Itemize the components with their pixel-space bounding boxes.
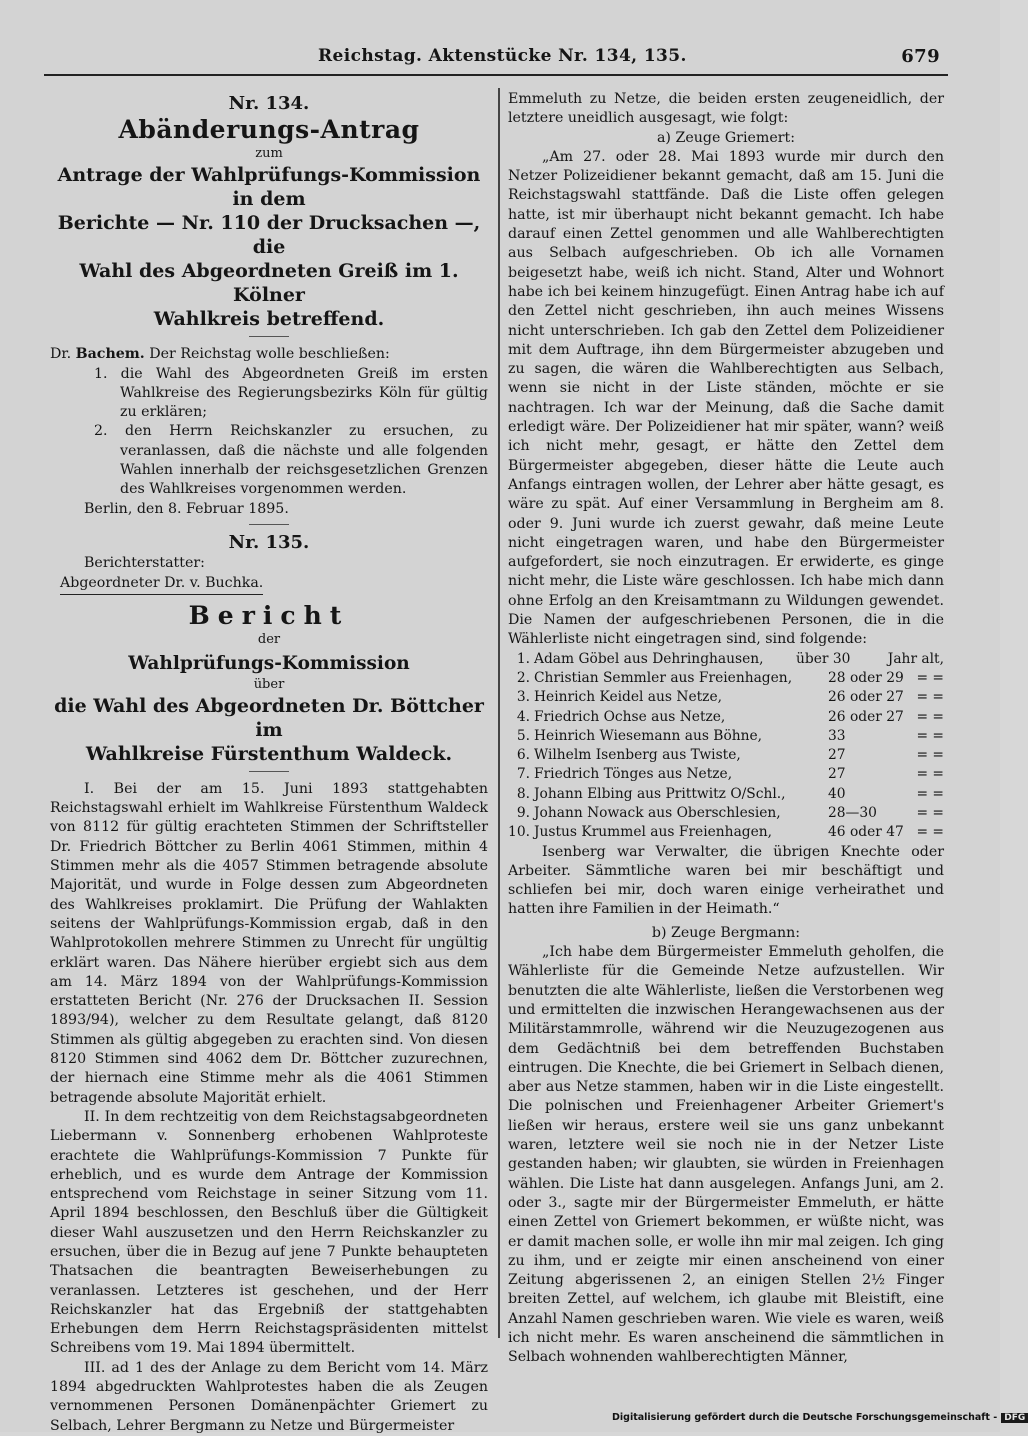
- mover-text: Der Reichstag wolle beschließen:: [149, 346, 390, 363]
- nr134-item: 1. die Wahl des Abgeordneten Greiß im ersten Wahlkreise des Regierungsbezirks Köln für gültig zu erklären;: [94, 365, 488, 421]
- nr134-item: 2. den Herrn Reichskanzler zu ersuchen, zu veranlassen, daß die nächste und alle folgenden Wahlen innerhalb der reichsgesetzlichen Grenzen des Wahlkreises vorgenommen werden.: [94, 423, 488, 498]
- list-unit: = =: [916, 785, 944, 802]
- list-item: [508, 765, 944, 784]
- list-age: 27: [828, 766, 846, 783]
- list-unit: Jahr alt,: [887, 650, 944, 667]
- list-age: 33: [828, 727, 846, 744]
- list-unit: = =: [916, 747, 944, 764]
- list-number: 10.: [508, 824, 530, 841]
- nr134-zum: zum: [255, 146, 283, 162]
- dfg-logo: DFG: [1001, 1413, 1028, 1423]
- list-number: 6.: [516, 747, 530, 764]
- nr135-commission: Wahlprüfungs-Kommission: [128, 652, 410, 674]
- list-name: Wilhelm Isenberg aus Twiste,: [534, 747, 741, 764]
- nr135-title: Bericht: [188, 600, 350, 630]
- nr134-subject-line: Wahl des Abgeordneten Greiß im 1. Kölner: [79, 260, 459, 307]
- list-age: 27: [828, 747, 846, 764]
- list-number: 1.: [516, 650, 530, 667]
- name-list: [508, 650, 944, 843]
- nr134-subject-line: Wahlkreis betreffend.: [153, 308, 385, 331]
- nr134-subject-line: Antrage der Wahlprüfungs-Kommission in dem: [57, 164, 481, 211]
- column-divider: [498, 88, 500, 1338]
- nr134-number: Nr. 134.: [228, 93, 310, 114]
- list-unit: = =: [916, 669, 944, 686]
- list-name: Johann Elbing aus Prittwitz O/Schl.,: [534, 785, 786, 802]
- list-item: [508, 708, 944, 727]
- list-item: [508, 727, 944, 746]
- list-name: Friedrich Tönges aus Netze,: [534, 766, 733, 783]
- reporter-line: [50, 574, 488, 595]
- footer-credit: [612, 1412, 1026, 1423]
- list-item: [508, 804, 944, 823]
- list-name: Christian Semmler aus Freienhagen,: [534, 669, 793, 686]
- section-rule: [249, 771, 289, 772]
- right-intro: Emmeluth zu Netze, die beiden ersten zeugeneidlich, der letztere uneidlich ausgesagt, wie folgt:: [508, 91, 944, 127]
- nr135-der: der: [257, 631, 281, 647]
- page-number: 679: [901, 46, 940, 67]
- witness-b-statement: „Ich habe dem Bürgermeister Emmeluth geholfen, die Wählerliste für die Gemeinde Netze aufzustellen. Wir benutzten die alte Wählerliste, ließen die Verstorbenen weg und ermittelten die inzwischen Herangewachsenen aus der Militärstammrolle, während wir die Neuzugezogenen aus dem Gedächtniß bei dem betreffenden Buchstaben eintrugen. Die Knechte, die bei Griemert in Selbach dienen, aber aus Netze stammen, haben wir in die Liste eingestellt. Die polnischen und Freienhagener Arbeiter Griemert's ließen wir heraus, erstere weil sie uns ganz unbekannt waren, letztere weil sie noch nie in der Netzer Liste gestanden haben; wir glaubten, sie würden in Freienhagen wählen. Die Liste hat dann ausgelegen. Anfangs Juni, am 2. oder 3., sagte mir der Bürgermeister Emmeluth, er hätte einen Zettel von Griemert bekommen, er wüßte nicht, was er damit machen solle, er wolle ihn mir mal zeigen. Ich ging zu ihm, und er zeigte mir einen anscheinend von einer Zeitung abgerissenen 2, an einigen Stellen 2½ Finger breiten Zettel, auf welchem, ich glaube mit Bleistift, eine Anzahl Namen geschrieben waren. Wie viele es waren, weiß ich nicht mehr. Es waren anscheinend die sämmtlichen in Selbach wohnenden wahlberechtigten Männer,: [508, 944, 944, 1366]
- report-paragraph: I. Bei der am 15. Juni 1893 stattgehabten Reichstagswahl erhielt im Wahlkreise Fürstenthum Waldeck von 8112 für gültig erachteten Stimmen der Schriftsteller Dr. Friedrich Böttcher zu Berlin 4061 Stimmen, mithin 4 Stimmen mehr als die 4057 Stimmen betragende absolute Majorität, und wurde in Folge dessen zum Abgeordneten des Wahlkreises proklamirt. Die Prüfung der Wahlakten seitens der Wahlprüfungs-Kommission ergab, daß in den Wahlprotokollen mehrere Stimmen zu Unrecht für ungültig erklärt waren. Das Nähere hierüber ergiebt sich aus dem am 14. März 1894 von der Wahlprüfungs-Kommission erstatteten Bericht (Nr. 276 der Drucksachen II. Session 1893/94), welcher zu dem Resultate gelangt, daß 8120 Stimmen als gültig abgegeben zu erachten sind. Von diesen 8120 Stimmen sind 4062 dem Dr. Böttcher zuzurechnen, der hiernach eine Stimme mehr als die 4061 Stimmen betragende absolute Majorität erhielt.: [50, 780, 488, 1106]
- list-name: Adam Göbel aus Dehringhausen,: [534, 650, 764, 667]
- running-head-title: Reichstag. Aktenstücke Nr. 134, 135.: [318, 46, 687, 66]
- nr134-date: Berlin, den 8. Februar 1895.: [84, 500, 289, 517]
- mover-prefix: Dr.: [50, 346, 72, 363]
- nr135-subject-line: Wahlkreise Fürstenthum Waldeck.: [85, 742, 453, 765]
- list-unit: = =: [916, 727, 944, 744]
- list-item: [508, 650, 944, 669]
- list-item: [508, 785, 944, 804]
- witness-a-statement-end: Isenberg war Verwalter, die übrigen Knechte oder Arbeiter. Sämmtliche waren bei mir beschäftigt und schliefen bei mir, doch waren einige verheirathet und hatten ihre Familien in der Heimath.“: [508, 843, 944, 918]
- list-age: über 30: [796, 650, 851, 667]
- mover-name: Bachem.: [75, 346, 145, 363]
- reporter-name: Abgeordneter Dr. v. Buchka.: [60, 574, 263, 595]
- list-age: 26 oder 27: [828, 689, 904, 706]
- nr135-number: Nr. 135.: [228, 531, 310, 553]
- nr134-mover: [50, 345, 488, 364]
- list-number: 7.: [516, 766, 530, 783]
- list-age: 28 oder 29: [828, 669, 904, 686]
- running-head: [318, 46, 948, 72]
- list-age: 28—30: [828, 804, 877, 821]
- nr134-subject-line: Berichte — Nr. 110 der Drucksachen —, die: [57, 212, 481, 259]
- section-rule: [249, 524, 289, 525]
- list-unit: = =: [916, 824, 944, 841]
- right-column: [508, 90, 944, 1368]
- list-unit: = =: [916, 689, 944, 706]
- list-name: Justus Krummel aus Freienhagen,: [534, 824, 773, 841]
- nr135-subject-line: die Wahl des Abgeordneten Dr. Böttcher im: [54, 694, 484, 741]
- witness-a-heading: a) Zeuge Griemert:: [656, 129, 796, 146]
- nr134-title: Abänderungs-Antrag: [118, 115, 420, 145]
- list-name: Friedrich Ochse aus Netze,: [534, 708, 726, 725]
- list-number: 8.: [516, 785, 530, 802]
- list-name: Heinrich Keidel aus Netze,: [534, 689, 722, 706]
- report-paragraph: III. ad 1 des der Anlage zu dem Bericht vom 14. März 1894 abgedruckten Wahlprotestes haben die als Zeugen vernommenen Personen Domänenpächter Griemert zu Selbach, Lehrer Bergmann zu Netze und Bürgermeister: [50, 1359, 488, 1434]
- list-age: 26 oder 27: [828, 708, 904, 725]
- list-item: [508, 746, 944, 765]
- list-number: 9.: [516, 804, 530, 821]
- witness-a-statement: „Am 27. oder 28. Mai 1893 wurde mir durch den Netzer Polizeidiener bekannt gemacht, daß am 15. Juni die Reichstagswahl stattfände. Daß die Liste offen gelegen hatte, ist mir überhaupt nicht bekannt gemacht. Ich habe darauf einen Zettel genommen und alle Wahlberechtigten aus Selbach aufgeschrieben. Ob ich alle Vornamen beigesetzt habe, weiß ich nicht. Stand, Alter und Wohnort habe ich bei keinem hinzugefügt. Einen Antrag habe ich auf den Zettel nicht geschrieben, ihn auch meines Wissens nicht unterschrieben. Ich gab den Zettel dem Polizeidiener mit dem Auftrage, ihn dem Bürgermeister abzugeben und zu sagen, die wären die Wahlberechtigten aus Selbach, wenn sie nicht in der Liste ständen, möchte er sie nachtragen. Ich war der Meinung, daß die Sache damit erledigt wäre. Der Polizeidiener hat mir später, wann? weiß ich nicht mehr, gesagt, er hätte den Zettel dem Bürgermeister abgegeben, dieser hätte die Leute auch Anfangs eintragen wollen, der Lehrer aber hätte gesagt, es wäre zu spät. Auf einer Versammlung in Bergheim am 8. oder 9. Juni wurde ich zuerst gewahr, daß meine Leute nicht eingetragen waren, und habe den Bürgermeister aufgefordert, sie noch einzutragen. Er erwiderte, es ginge nicht mehr, die Liste wäre geschlossen. Ich habe mich dann ohne Erfolg an den Kreisamtmann zu Wildungen gewendet. Die Namen der aufgeschriebenen Personen, die in die Wählerliste nicht eingetragen sind, sind folgende:: [508, 148, 944, 648]
- list-item: [508, 669, 944, 688]
- section-rule: [249, 336, 289, 337]
- report-paragraph: II. In dem rechtzeitig von dem Reichstagsabgeordneten Liebermann v. Sonnenberg erhobenen Wahlproteste erachtete die Wahlprüfungs-Kommission 7 Punkte für erheblich, und es wurde dem Antrage der Kommission entsprechend vom Reichstage in seiner Sitzung vom 11. April 1894 beschlossen, den Beschluß über die Gültigkeit dieser Wahl auszusetzen und den Herrn Reichskanzler zu ersuchen, über die in Bezug auf jene 7 Punkte behaupteten Thatsachen die beantragten Beweiserhebungen zu veranlassen. Letzteres ist geschehen, und der Herr Reichskanzler hat das Ergebniß der stattgehabten Erhebungen dem Herrn Reichstagspräsidenten mittelst Schreibens vom 19. Mai 1894 übermittelt.: [50, 1108, 488, 1357]
- list-item: [508, 823, 944, 842]
- footer-text: Digitalisierung gefördert durch die Deutsche Forschungsgemeinschaft -: [612, 1412, 998, 1423]
- list-number: 3.: [516, 689, 530, 706]
- witness-b-heading: b) Zeuge Bergmann:: [651, 924, 801, 941]
- list-unit: = =: [916, 708, 944, 725]
- reporter-label: Berichterstatter:: [84, 555, 205, 572]
- list-name: Johann Nowack aus Oberschlesien,: [534, 804, 781, 821]
- list-age: 46 oder 47: [828, 824, 904, 841]
- left-column: [50, 90, 488, 1436]
- list-unit: = =: [916, 804, 944, 821]
- list-item: [508, 688, 944, 707]
- list-name: Heinrich Wiesemann aus Böhne,: [534, 727, 763, 744]
- list-number: 4.: [516, 708, 530, 725]
- header-rule: [44, 74, 948, 76]
- list-unit: = =: [916, 766, 944, 783]
- list-number: 5.: [516, 727, 530, 744]
- nr135-ueber: über: [253, 676, 285, 692]
- list-number: 2.: [516, 669, 530, 686]
- list-age: 40: [828, 785, 846, 802]
